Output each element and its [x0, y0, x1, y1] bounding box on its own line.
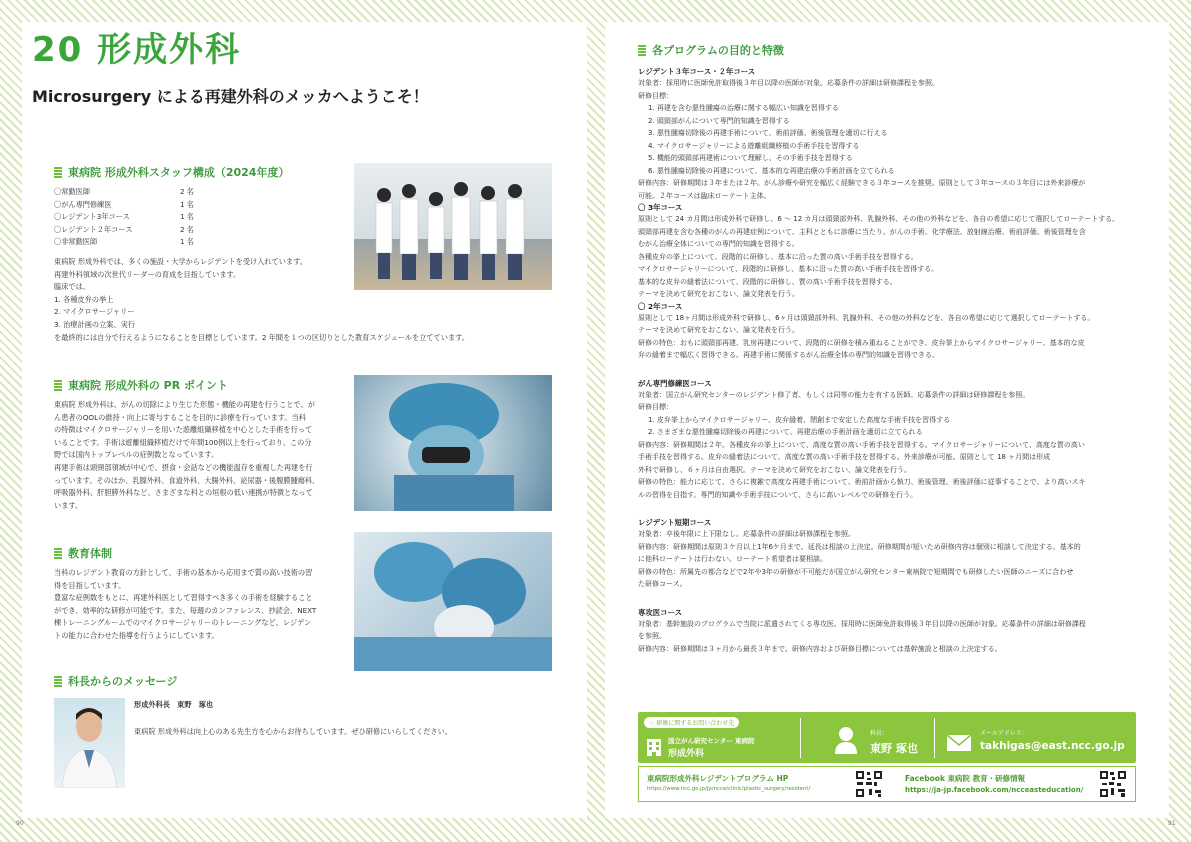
page-number-left: 90	[16, 820, 24, 827]
contact-person: 東野 琢也	[870, 742, 918, 755]
text-line: 外科で研修し、６ヶ月は自由選択。テーマを決めて研究をおこない、論文発表を行う。	[638, 465, 911, 474]
text-line: 研修目標：	[638, 403, 673, 411]
text-line: 6. 悪性腫瘍切除後の再建について、基本的な再建治療の手術計画を立てられる	[648, 166, 895, 175]
pr-heading-text: 東病院 形成外科の PR ポイント	[68, 379, 229, 392]
text-line: 4. マイクロサージャリーによる遊離組織移植の手術手技を習得する	[648, 141, 860, 150]
staff-row	[54, 186, 194, 199]
program-title: レジデント３年コース・２年コース	[638, 67, 756, 76]
text-line: の特徴はマイクロサージャリーを用いた遊離組織移植を中心とした手術を行って	[54, 425, 313, 435]
staff-heading	[54, 164, 289, 180]
chief-portrait	[54, 698, 125, 788]
staff-count: 2 名	[179, 224, 194, 234]
mail-icon	[946, 730, 972, 752]
staff-list	[54, 186, 194, 249]
text-line: 手術手技を習得する。皮弁の縫着法について、高度な質の高い手術手技を習得する。外来診療が可能。原則として 18 ヶ月間は形成	[638, 453, 1051, 461]
text-line: トの能力に合わせた指導を行うようにしています。	[54, 630, 219, 640]
edu-heading-text: 教育体制	[68, 547, 112, 560]
text-line: 原則として 24 カ月間は形成外科で研修し、6 ～ 12 カ月は頭頸部外科、乳腺外科、その他の外科などを、各自の希望に応じて選択してローテートする。	[638, 215, 1120, 223]
staff-count: 1 名	[179, 199, 194, 209]
text-line: 対象者：卒後年限に上下限なし。応募条件の詳細は研修課程を参照。	[638, 530, 855, 538]
staff-role: 〇レジデント２年コース	[54, 224, 133, 234]
spacer	[638, 501, 1138, 517]
text-line: 基本的な皮弁の縫着法について、段階的に研修し、質の高い手術手技を習得する。	[638, 277, 897, 286]
staff-count: 1 名	[179, 212, 194, 222]
hp-label-2: Facebook 東病院 教育・研修情報	[905, 774, 1026, 783]
hp-label-1: 東病院形成外科レジデントプログラム HP	[647, 774, 789, 783]
message-heading-text: 科長からのメッセージ	[68, 675, 178, 688]
text-line: 棟トレーニングルームでのマイクロサージャリーのトレーニングなど、レジデン	[54, 618, 312, 628]
text-line: 研修内容：研修期間は３年または２年。がん診療や研究を幅広く経験できる３年コースを推奨。原則として３年コースの３年目には外来診療が	[638, 179, 1086, 187]
staff-role: 〇レジデント3年コース	[54, 212, 130, 222]
page-title: 20 形成外科	[32, 30, 242, 70]
staff-row	[54, 236, 194, 249]
staff-role: 〇がん専門修練医	[54, 199, 112, 209]
staff-count: 2 名	[179, 187, 194, 196]
text-line: 研修内容：研修期間は原則３ケ月以上1年6ケ月まで。延長は相談の上決定。研修期間が短いため研修内容は個別に相談して決定する。基本的	[638, 542, 1081, 551]
program-title: 〇 3年コース	[638, 203, 683, 212]
hp-url-2[interactable]: https://ja-jp.facebook.com/ncceasteducation/	[905, 786, 1084, 794]
text-line: 原則として 18ヶ月間は形成外科で研修し、6ヶ月は頭頸部外科、乳腺外科、その他の外科などを、各自の希望に応じて選択してローテートする。	[638, 313, 1095, 322]
contact-tag: ☞ 研修に関するお問い合わせ先	[644, 717, 739, 728]
text-line: 2. マイクロサージャリー	[54, 307, 135, 317]
staff-photo	[354, 163, 552, 290]
text-line: 対象者：基幹施設のプログラムで当院に派遣されてくる専攻医。採用時に医師免許取得後３年目以降の医師が対象。応募条件の詳細は研修課程	[638, 619, 1086, 628]
text-line: 呼吸器外科、肝胆膵外科など、さまざまな科との垣根の低い連携が特徴となって	[54, 488, 313, 498]
text-line: 5. 機能的頭頸部再建術について理解し、その手術手技を習得する	[648, 154, 853, 162]
contact-person-label: 科長：	[870, 730, 889, 737]
program-title: がん専門修練医コース	[638, 378, 712, 388]
contact-mail-label: メールアドレス：	[980, 730, 1028, 737]
contact-divider-1	[800, 718, 801, 758]
contact-box	[638, 712, 1136, 763]
person-icon	[834, 726, 858, 754]
text-line: ん患者のQOLの維持・向上に寄与することを目的に診療を行っています。当科	[54, 412, 306, 422]
staff-row	[54, 211, 194, 224]
page-subtitle: Microsurgery による再建外科のメッカへようこそ！	[32, 87, 429, 106]
text-line: 臨床では、	[54, 282, 90, 292]
text-line: 研修目標：	[638, 91, 673, 100]
contact-mail[interactable]: takhigas@east.ncc.go.jp	[980, 740, 1125, 752]
text-line: 1. 皮弁挙上からマイクロサージャリー、皮弁縫着、閉創まで安定した高度な手術手技を習得する	[648, 415, 951, 424]
text-line: 東病院 形成外科は、がんの切除により生じた形態・機能の再建を行うことで、が	[54, 400, 315, 409]
surgery-photo-2	[354, 532, 552, 671]
surgery-photo-1	[354, 375, 552, 511]
text-line: 研修の特色：能力に応じて、さらに複雑で高度な再建手術について、術前計画から執刀、術後管理、術後評価に従事することで、より高いスキ	[638, 478, 1086, 486]
edu-text	[54, 567, 344, 643]
text-line: 3. 治療計画の立案、実行	[54, 319, 136, 329]
text-line: 1. 再建を含む悪性腫瘍の治療に関する幅広い知識を習得する	[648, 104, 839, 112]
contact-dept: 形成外科	[668, 749, 705, 759]
text-line: た研修コース。	[638, 580, 687, 588]
contact-org: 国立がん研究センター 東病院	[668, 737, 755, 745]
text-line: 研修内容：研修期間は２年。各種皮弁の挙上について、高度な質の高い手術手技を習得する。マイクロサージャリーについて、高度な質の高い	[638, 440, 1085, 449]
building-icon	[646, 736, 662, 756]
program-title: レジデント短期コース	[638, 518, 712, 527]
qr-code-icon	[855, 770, 883, 798]
staff-count: 1 名	[179, 237, 194, 247]
pr-heading	[54, 377, 228, 393]
spacer	[638, 362, 1138, 378]
contact-divider-2	[934, 718, 935, 758]
text-line: マイクロサージャリーについて、段階的に研修し、基本に沿った質の高い手術手技を習得する。	[638, 265, 939, 273]
text-line: テーマを決めて研究をおこない、論文発表を行う。	[638, 290, 799, 298]
text-line: 研修の特色：おもに頭頸部再建、乳房再建について、段階的に研修を積み重ねることができ、皮弁挙上からマイクロサージャリー、基本的な皮	[638, 338, 1085, 347]
text-line: っています。そのほか、乳腺外科、食道外科、大腸外科、泌尿器・後腹膜腫瘍科、	[54, 475, 320, 485]
text-line: に他科ローテートは行わない。ローテート希望者は要相談。	[638, 555, 827, 563]
chief-message: 東病院 形成外科は向上心のある先生方を心からお待ちしています。ぜひ研修にいらしてください。	[134, 727, 452, 736]
text-line: 対象者：国立がん研究センターのレジデント修了者、もしくは同等の能力を有する医師。応募条件の詳細は研修課程を参照。	[638, 390, 1030, 399]
spacer	[638, 591, 1138, 607]
text-line: 弁の縫着まで幅広く習得できる。再建手術に関係するがん治療全体の専門的知識を習得できる。	[638, 351, 939, 359]
pr-text	[54, 399, 344, 512]
text-line: を最終的には自分で行えるようになることを目標としています。2 年間を１つの区切りとした教育スケジュールを立てています。	[54, 332, 469, 342]
text-line: ができ、効率的な研修が可能です。また、毎週のカンファレンス、抄読会、NEXT	[54, 605, 317, 615]
text-line: 研修の特色：所属先の都合などで2年や3年の研修が不可能だが国立がん研究センター東病院で短期間でも研修したい医師のニーズに合わせ	[638, 567, 1074, 576]
text-line: 各種皮弁の挙上について、段階的に研修し、基本に沿った質の高い手術手技を習得する。	[638, 252, 918, 261]
text-line: いることです。手術は遊離組織移植だけで年間100例以上を行っており、この分	[54, 437, 312, 447]
programs-body	[638, 66, 1138, 655]
programs-heading-text: 各プログラムの目的と特徴	[652, 44, 784, 57]
text-line: 頭頸部再建を含む各種のがんの再建症例について、主科とともに診療に当たり、がんの手術、化学療法、放射線治療、術前評価、術後管理を含	[638, 227, 1086, 236]
text-line: 再建手術は頭頸部領域が中心で、摂食・会話などの機能温存を重視した再建を行	[54, 462, 313, 472]
edu-heading	[54, 545, 112, 561]
staff-heading-text: 東病院 形成外科スタッフ構成（2024年度）	[68, 166, 290, 179]
contact-tag-text: 研修に関するお問い合わせ先	[656, 720, 735, 727]
program-title: 〇 2年コース	[638, 301, 683, 311]
text-line: 3. 悪性腫瘍切除後の再建手術について、術前評価、術後管理を適切に行える	[648, 129, 888, 137]
text-line: 豊富な症例数をもとに、再建外科医として習得すべき多くの手術を経験すること	[54, 593, 313, 603]
text-line: 対象者：採用時に医師免許取得後３年目以降の医師が対象。応募条件の詳細は研修課程を参照。	[638, 79, 939, 87]
page-number-right: 91	[1168, 820, 1176, 827]
text-line: を参照。	[638, 632, 666, 640]
text-line: むがん治療全体についての専門的知識を習得する。	[638, 240, 799, 248]
hp-links-box	[638, 766, 1136, 802]
text-line: 研修内容：研修期間は３ヶ月から最長３年まで。研修内容および研修目標については基幹施設と相談の上決定する。	[638, 644, 1002, 653]
text-line: 東病院 形成外科では、多くの施設・大学からレジデントを受け入れています。	[54, 257, 307, 266]
message-heading	[54, 673, 177, 689]
hp-url-1[interactable]: https://www.ncc.go.jp/jp/ncce/clinic/plastic_surgery/resident/	[647, 786, 811, 792]
text-line: 得を目指しています。	[54, 580, 126, 590]
text-line: テーマを決めて研究をおこない、論文発表を行う。	[638, 326, 799, 334]
text-line: 1. 各種皮弁の挙上	[54, 294, 114, 304]
staff-row	[54, 199, 194, 212]
text-line: 当科のレジデント教育の方針として、手術の基本から応用まで質の高い技術の習	[54, 568, 313, 577]
staff-role: 〇非常勤医師	[54, 237, 98, 247]
qr-code-icon	[1099, 770, 1127, 798]
chief-name: 形成外科長 東野 琢也	[134, 700, 214, 709]
programs-heading	[638, 42, 784, 58]
text-line: ルの習得を目指す。専門的知識や手術手技について、さらに高いレベルでの研修を行う。	[638, 490, 918, 499]
text-line: 野では国内トップレベルの症例数となっています。	[54, 450, 219, 460]
text-line: 2. 頭頸部がんについて専門的知識を習得する	[648, 116, 790, 125]
text-line: います。	[54, 500, 83, 510]
text-line: 可能。２年コースは臨床ローテート主体。	[638, 191, 771, 200]
program-title: 専攻医コース	[638, 607, 682, 617]
text-line: 再建外科領域の次世代リーダーの育成を目指しています。	[54, 269, 241, 279]
staff-row	[54, 224, 194, 237]
staff-role: 〇常勤医師	[54, 187, 90, 196]
text-line: 2. さまざまな悪性腫瘍切除後の再建について、再建治療の手術計画を適切に立てられる	[648, 428, 923, 436]
